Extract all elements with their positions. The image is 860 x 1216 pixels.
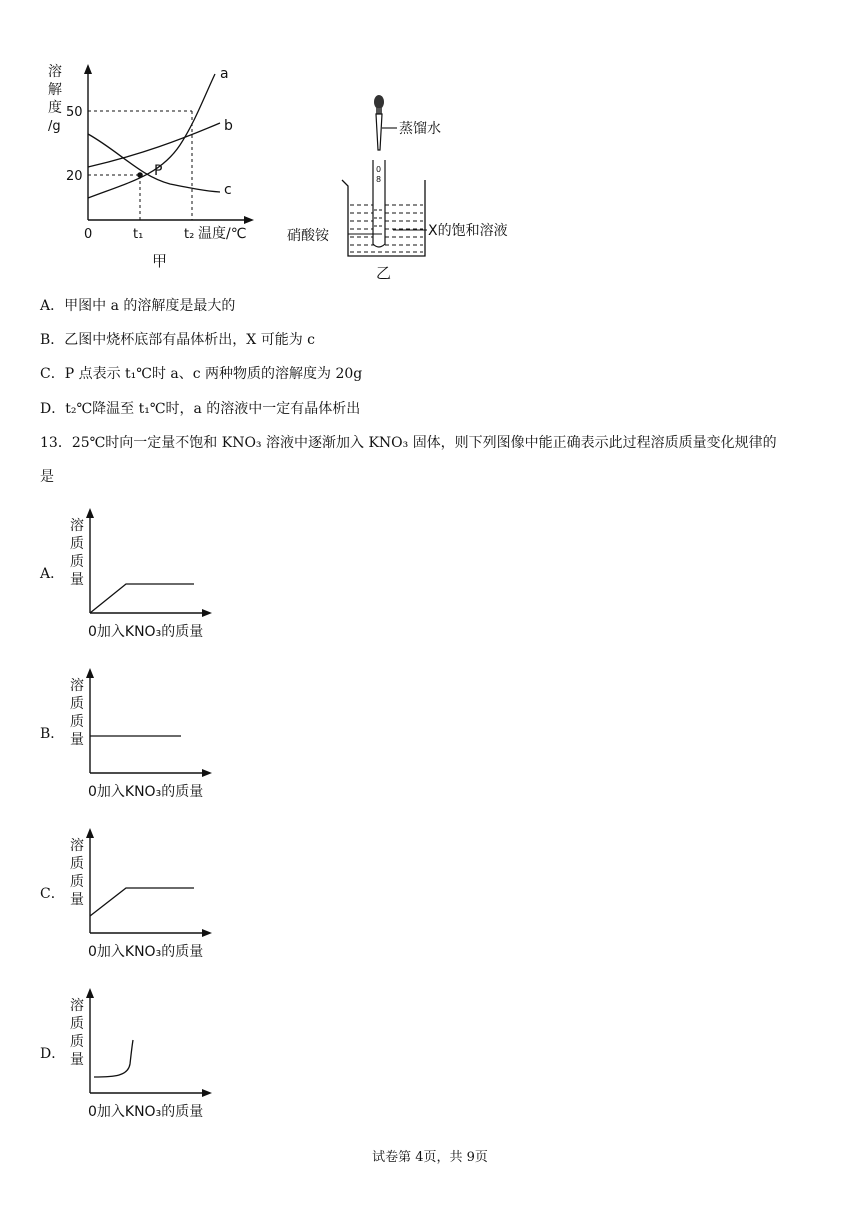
- q13-option-a-letter: A．: [40, 566, 65, 582]
- svg-text:溶: 溶: [70, 678, 84, 694]
- curve-label-c: c: [224, 182, 232, 198]
- tick-0: 0: [84, 227, 93, 242]
- x-axis-arrow: [244, 216, 254, 224]
- svg-text:质: 质: [70, 874, 84, 890]
- dropper-label: 蒸馏水: [399, 121, 441, 137]
- svg-text:质: 质: [70, 554, 84, 570]
- curve-label-a: a: [220, 66, 229, 82]
- svg-text:0加入KNO₃的质量: 0加入KNO₃的质量: [88, 624, 204, 640]
- q12-option-a: A．甲图中 a 的溶解度是最大的: [40, 298, 236, 314]
- beaker-svg: [285, 90, 525, 280]
- point-p: [137, 172, 143, 178]
- q13-option-d-letter: D．: [40, 1046, 66, 1062]
- svg-text:质: 质: [70, 856, 84, 872]
- graph-d-line: [94, 1040, 133, 1077]
- q13-option-b-letter: B．: [40, 726, 65, 742]
- svg-text:量: 量: [70, 732, 84, 748]
- dropper-bulb: [374, 95, 384, 109]
- svg-text:0: 0: [376, 165, 382, 174]
- dropper-neck: [376, 108, 382, 114]
- dropper-tube: [376, 114, 382, 150]
- curve-b: [88, 123, 220, 167]
- svg-text:8: 8: [376, 175, 382, 184]
- svg-text:0加入KNO₃的质量: 0加入KNO₃的质量: [88, 1104, 204, 1120]
- curve-a: [88, 74, 215, 198]
- graph-c-line: [90, 888, 194, 916]
- solubility-graph-jia: [40, 60, 270, 275]
- svg-text:0加入KNO₃的质量: 0加入KNO₃的质量: [88, 784, 204, 800]
- caption-jia: 甲: [152, 252, 168, 270]
- tick-50: 50: [66, 105, 83, 120]
- y-axis-arrow: [84, 64, 92, 74]
- y-label-1: 溶: [48, 64, 62, 80]
- q13-graph-c: [60, 820, 240, 968]
- beaker-diagram-yi: [285, 90, 525, 280]
- tick-20: 20: [66, 169, 83, 184]
- svg-text:质: 质: [70, 536, 84, 552]
- svg-text:0加入KNO₃的质量: 0加入KNO₃的质量: [88, 944, 204, 960]
- tick-t1: t₁: [133, 227, 144, 242]
- q13-graph-a: [60, 500, 240, 648]
- svg-text:质: 质: [70, 714, 84, 730]
- q12-option-c: C．P 点表示 t₁℃时 a、c 两种物质的溶解度为 20g: [40, 366, 363, 382]
- q12-option-b: B．乙图中烧杯底部有晶体析出，X 可能为 c: [40, 332, 316, 348]
- q13-option-c-letter: C．: [40, 886, 65, 902]
- q12-option-d: D．t₂℃降温至 t₁℃时，a 的溶液中一定有晶体析出: [40, 401, 361, 417]
- svg-text:质: 质: [70, 1034, 84, 1050]
- y-label-2: 解: [48, 82, 62, 98]
- svg-text:量: 量: [70, 1052, 84, 1068]
- y-label-3: 度: [48, 100, 62, 116]
- curve-label-b: b: [224, 118, 233, 134]
- tick-t2: t₂: [184, 227, 195, 242]
- beaker-liquid: [350, 205, 423, 252]
- left-label: 硝酸铵: [287, 228, 329, 244]
- page-footer: 试卷第 4页，共 9页: [372, 1150, 488, 1165]
- point-label: P: [154, 163, 163, 179]
- caption-yi: 乙: [376, 264, 392, 280]
- svg-text:溶: 溶: [70, 518, 84, 534]
- svg-text:溶: 溶: [70, 838, 84, 854]
- svg-text:溶: 溶: [70, 998, 84, 1014]
- q13-stem-line2: 是: [40, 469, 54, 485]
- svg-text:量: 量: [70, 572, 84, 588]
- svg-text:质: 质: [70, 1016, 84, 1032]
- graph-a-line: [90, 584, 194, 613]
- svg-text:量: 量: [70, 892, 84, 908]
- q13-graph-d: [60, 980, 240, 1128]
- svg-text:质: 质: [70, 696, 84, 712]
- solubility-graph-svg: [40, 60, 270, 275]
- q13-stem-line1: 13．25℃时向一定量不饱和 KNO₃ 溶液中逐渐加入 KNO₃ 固体，则下列图像中能正确表示此过程溶质质量变化规律的: [40, 435, 777, 451]
- y-label-4: /g: [48, 119, 61, 134]
- right-label: X的饱和溶液: [428, 223, 508, 239]
- x-label: 温度/℃: [198, 226, 247, 242]
- q13-graph-b: [60, 660, 240, 808]
